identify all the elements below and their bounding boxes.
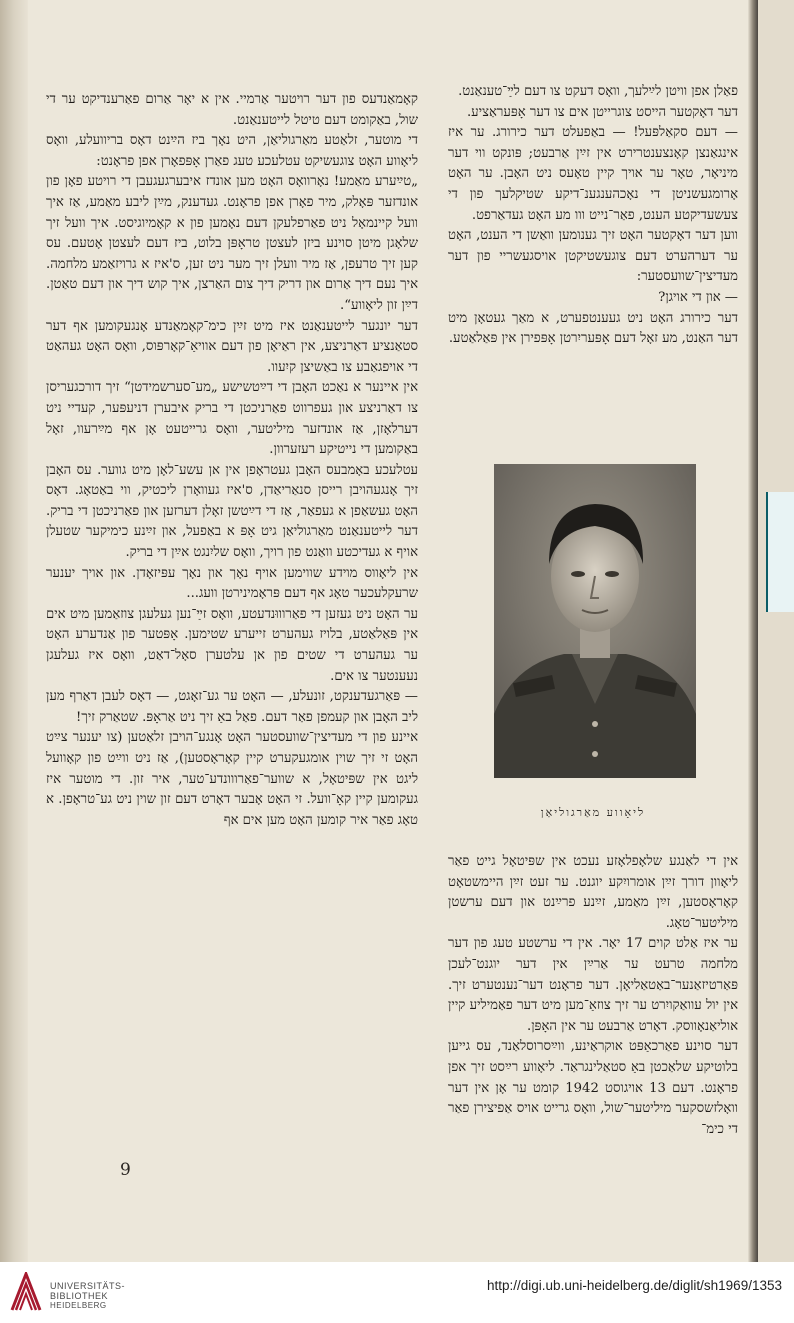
photo-caption: ליאָווע מאַרגוליאַן — [540, 806, 646, 819]
paragraph: איינע פון די מעדיצין־שוועסטער האָט אָנגע־הויבן זלאַטען (צו יענער צײַט האָט זי זיך שוין אומגעקערט קיין קאָראָסטען), אַז ניט ווײַט פון קאָוועל ליגט אין שפּיטאָל, א שווער־פאַרווונדע־טער, איר זון. די מוטער איז געקומען קיין קאָ־וועל. זי האָט אָבער דאָרט דעם זון שוין ניט גע־טראָפן. א טאָג פאַר איר קומען האָט מען אים אף — [46, 730, 418, 828]
book-spine — [748, 0, 758, 1262]
permalink-url[interactable]: http://digi.ub.uni-heidelberg.de/diglit/sh1969/1353 — [487, 1278, 782, 1293]
paragraph: — און די אויגן? — [658, 289, 738, 305]
adjacent-page-heading-tab — [766, 492, 794, 612]
paragraph: דער דאָקטער הייסט צוגרייטן אים צו דער אָפּעראַציע. — [466, 104, 738, 120]
paragraph: דער יונגער לייטענאַנט איז מיט זײַן כימ־קאָמאַנדע אָנגעקומען אף דער סטאַנציע דאַרניצע, אין ראַיאָן פון דעם אוויאַ־קאָרפּוס, וואָס האָט געהאַט די אויפגאַבע צו באַשיצן קיִעוו. — [46, 318, 418, 375]
paragraph: אין די לאַנגע שלאָפלאָזע נעכט אין שפּיטאָל גייט פאַר ליאָוון דורך זײַן אומרויִקע יוגנט. ער זעט זײַן היימשטאָט קאָראָסטען, זײַן מאַמע, זײַנע פרײַנט און דעם ערשטן מיליטער־טאָג. — [448, 854, 738, 931]
page-gutter — [0, 0, 28, 1262]
paragraph: — פּאַרגעדענקט, זונעלע, — האָט ער גע־זאָגט, — דאָס לעבן דאַרף מען ליב האָבן און קעמפן פאַר דעם. פאַל באַ זיך ניט אַראָפּ. שטאַרק זיך! — [46, 689, 418, 725]
paragraph: אין איינער א נאַכט האָבן די דײַטשישע „מע־סערשמידטן“ זיך דורכגעריסן צו דאַרניצע און געפרווט פאַרניכטן די בריק איבערן דניעפּער, קעדיי ניט דערלאָזן, אַז אונדזער מיליטער, וואָס גרייטעט אָן אף מײַרעוו, זאָל באַקומען די נייטיקע רעזערוון. — [46, 380, 418, 458]
paragraph: עטלעכע באָמבעס האָבן געטראָפן אין אן עשע־לאָן מיט גווער. עס האָבן זיך אָנגעהויבן רייסן סנאַריאַדן, ס'איז געוואָרן ליכטיק, ווי באַטאָג. דאָס האָט געשאַפן א געפאַר, אַז די דײַטשן זאָלן דערזען און פאַרניכטן די בריק. דער לייטענאַנט מאַרגוליאַן גיט אָפּ א באַפעל, און זײַנע כימיקער שטעלן אויף א געדיכטע וואַנט פון רויך, וואָס שליִנגט אײַן די בריק. — [46, 462, 418, 561]
portrait-photo — [494, 464, 696, 778]
library-name-line2: BIBLIOTHEK — [50, 1291, 109, 1301]
paragraph: ער איז אַלט קוים 17 יאָר. אין די ערשטע טעג פון דער מלחמה טרעט ער אַרײַן אין דער יוגנט־לעכן פּאַרטיזאַנער־באַטאַליאָן. דער פראָנט דער־נענטערט זיך. אין יול עוואַקויִרט ער זיך צוזאַ־מען מיט דער פאַמיליע קיין אוליאַנאָווסק. דאָרט אַרבעט ער אין האָפּן. — [448, 936, 738, 1034]
library-logo-icon[interactable] — [10, 1272, 42, 1312]
paragraph: אין ליאָווס מוידע שווימען אויף נאָך און נאָך עפּיזאָדן. און אויך יענער שרעקלעכער טאָג אף דעם פּראָמינירטן וועג... — [46, 565, 418, 602]
paragraph: דער סוינע פאַרכאַפּט אוקראַינע, ווײַסרוסלאַנד, עס גייען בלוטיקע שלאַכטן באַ סטאַלינגראַד. ליאָווע רײַסט זיך אפן פראָנט. דעם 13 אויגוסט 1942 קומט ער אָן אין דער וואָלזשסקער מיליטער־שול, וואָס גרייט אויס אַפיצירן פאַר די כימ־ — [448, 1039, 739, 1137]
portrait-illustration — [494, 464, 696, 778]
paragraph: דער כירורג האָט ניט געענטפערט, א מאַך געטאָן מיט דער האַנט, מע זאָל דעם אָפּעריִרטן אָפּפירן אין פּאַלאַטע. — [448, 310, 738, 347]
library-name-line3: HEIDELBERG — [50, 1301, 107, 1310]
paragraph: „טײַערע מאַמע! נאָרוואָס האָט מען אונדז איבערגעגעבן די רויטע פאָן פון אונדזער פּאָלק, מיר פאָרן אפן פראָנט. געדענק, מײַן ליבע מאַמע, אַז איך וועל קיינמאָל ניט פאַרפלעקן דעם נאָמען פון א קאָמיוגיסט. איך וועל זיך שלאָגן מיטן סוינע ביזן לעצטן טראָפּן בלוט, ביז דעם לעצטן אָטעם. עס קען זיך טרעפן, אַז מיר וועלן זיך מער ניט זען, ס'איז א גרויזאַמע מלחמה. איך נעם דיך אַרום און דריק דיך צום האַרצן, איך קוש דיך און דעם טאַטן. דײַן זון ליאָווע“. — [46, 174, 418, 313]
page-number: 9 — [120, 1160, 131, 1180]
library-name-line1: UNIVERSITÄTS- — [50, 1281, 126, 1291]
paragraph: פאַלן אפן וויטן לײַלעך, וואָס דעקט צו דעם לײַ־טענאַנט. — [458, 84, 738, 99]
right-column-top — [448, 82, 738, 350]
right-column-bottom — [448, 852, 738, 1140]
adjacent-page-edge — [758, 0, 794, 1262]
paragraph: קאָמאַנדעס פון דער רויטער אַרמיי. אין א יאָר אַרום פאַרענדיקט ער די שול, באַקומט דעם טיטל לייטענאַנט. — [46, 92, 418, 128]
paragraph: ווען דער דאָקטער האָט זיך גענומען וואַשן די הענט, האָט ער דערהערט דעם צוגעשטיקטן אויסגעשריי פון דער מעדיצין־שוועסטער: — [448, 228, 738, 285]
library-footer — [0, 1262, 794, 1323]
paragraph: די מוטער, זלאַטע מאַרגוליאַן, היט נאָך ביז הײַנט דאָס בריוועלע, וואָס ליאָווע האָט צוגעשיקט עטלעכע טעג פאַרן אָפּפאָרן אפן פראָנט: — [46, 133, 418, 169]
left-column — [46, 90, 418, 831]
paragraph: — דעם סקאַלפּעל! — באַפעלט דער כירורג. ער איז אינגאַנצן קאָנצענטרירט אין זײַן אַרבעט; פּונקט ווי דער מיניאָר, טאָר ער אויך קיין טאָעס ניט האָבן. ער האָט אָרומגעשניטן די נאָכהענגענ־דיקע שטיקלעך פון די צעשעדיקטע הענט, פאַר־נייט ווו מע האָט געדאַרפט. — [448, 125, 738, 223]
paragraph: ער האָט ניט געזען די פאַרוווּנדעטע, וואָס זײַ־נען געלעגן צוזאַמען מיט אים אין פּאַלאַטע, בלויז געהערט זייערע שטימען. אָפּטער פון אַנדערע האָט ער געהערט די שטים פון אן עלטערן סאָל־דאַט, וואָס איז געלעגן נעענטער צו אים. — [46, 606, 418, 684]
